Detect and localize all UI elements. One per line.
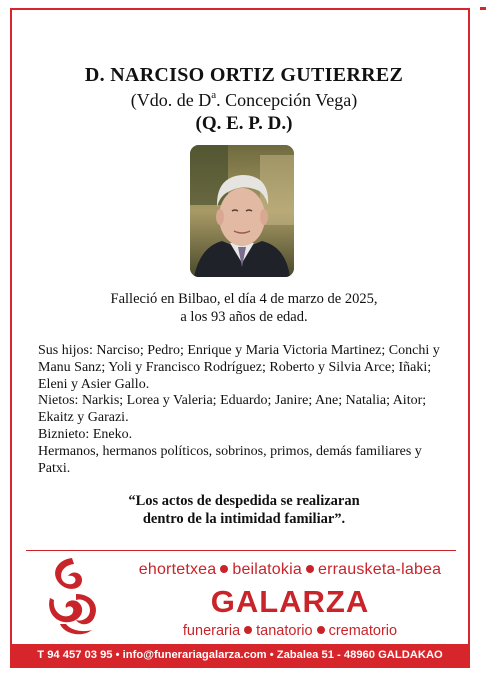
widow-superscript: a (211, 89, 217, 101)
bullet-icon (244, 626, 252, 634)
death-line-1: Falleció en Bilbao, el día 4 de marzo de 2025, (110, 291, 378, 307)
tagline-item-1: ehortetxea (138, 561, 217, 578)
tagline-item-3: errausketa-labea (317, 561, 442, 578)
tagline-item-2: beilatokia (232, 561, 302, 578)
widow-prefix: (Vdo. de D (130, 90, 212, 110)
tagline-spanish (115, 623, 465, 639)
children-paragraph: Sus hijos: Narciso; Pedro; Enrique y Maria Victoria Martinez; Conchi y Manu Sanz; Yoli y Francisco Rodríguez; Roberto y Silvia Arce; Iñaki; Eleni y Asier Gallo. (38, 343, 440, 392)
widow-line (0, 90, 488, 111)
widow-rest: . Concepción Vega) (216, 90, 358, 110)
portrait-photo (190, 145, 294, 277)
corner-mark (480, 7, 486, 10)
qepd-line: (Q. E. P. D.) (195, 113, 293, 134)
bullet-icon (317, 626, 325, 634)
death-line-2: a los 93 años de edad. (180, 309, 308, 325)
farewell-quote (0, 492, 488, 528)
quote-line-2: dentro de la intimidad familiar”. (142, 511, 346, 527)
brand-name: GALARZA (210, 584, 370, 619)
death-info (0, 290, 488, 326)
contact-bar: T 94 457 03 95 • info@funerariagalarza.com • Zabalea 51 - 48960 GALDAKAO (12, 644, 468, 666)
tagline-item-6: crematorio (328, 623, 398, 639)
quote-line-1: “Los actos de despedida se realizaran (128, 493, 360, 509)
family-list (38, 343, 442, 477)
tagline-item-5: tanatorio (256, 623, 313, 639)
bullet-icon (220, 565, 228, 573)
relatives-paragraph: Hermanos, hermanos políticos, sobrinos, primos, demás familiares y Patxi. (38, 443, 422, 476)
tagline-item-4: funeraria (182, 623, 241, 639)
grandchildren-paragraph: Nietos: Narkis; Lorea y Valeria; Eduardo; Janire; Ane; Natalia; Aitor; Ekaitz y Garazi. (38, 393, 427, 426)
galarza-logo-icon (42, 554, 104, 640)
footer-divider (26, 550, 456, 551)
bullet-icon (306, 565, 314, 573)
great-grandchild-paragraph: Biznieto: Eneko. (38, 426, 133, 442)
tagline-basque (115, 561, 465, 579)
deceased-name: D. NARCISO ORTIZ GUTIERREZ (84, 64, 404, 86)
